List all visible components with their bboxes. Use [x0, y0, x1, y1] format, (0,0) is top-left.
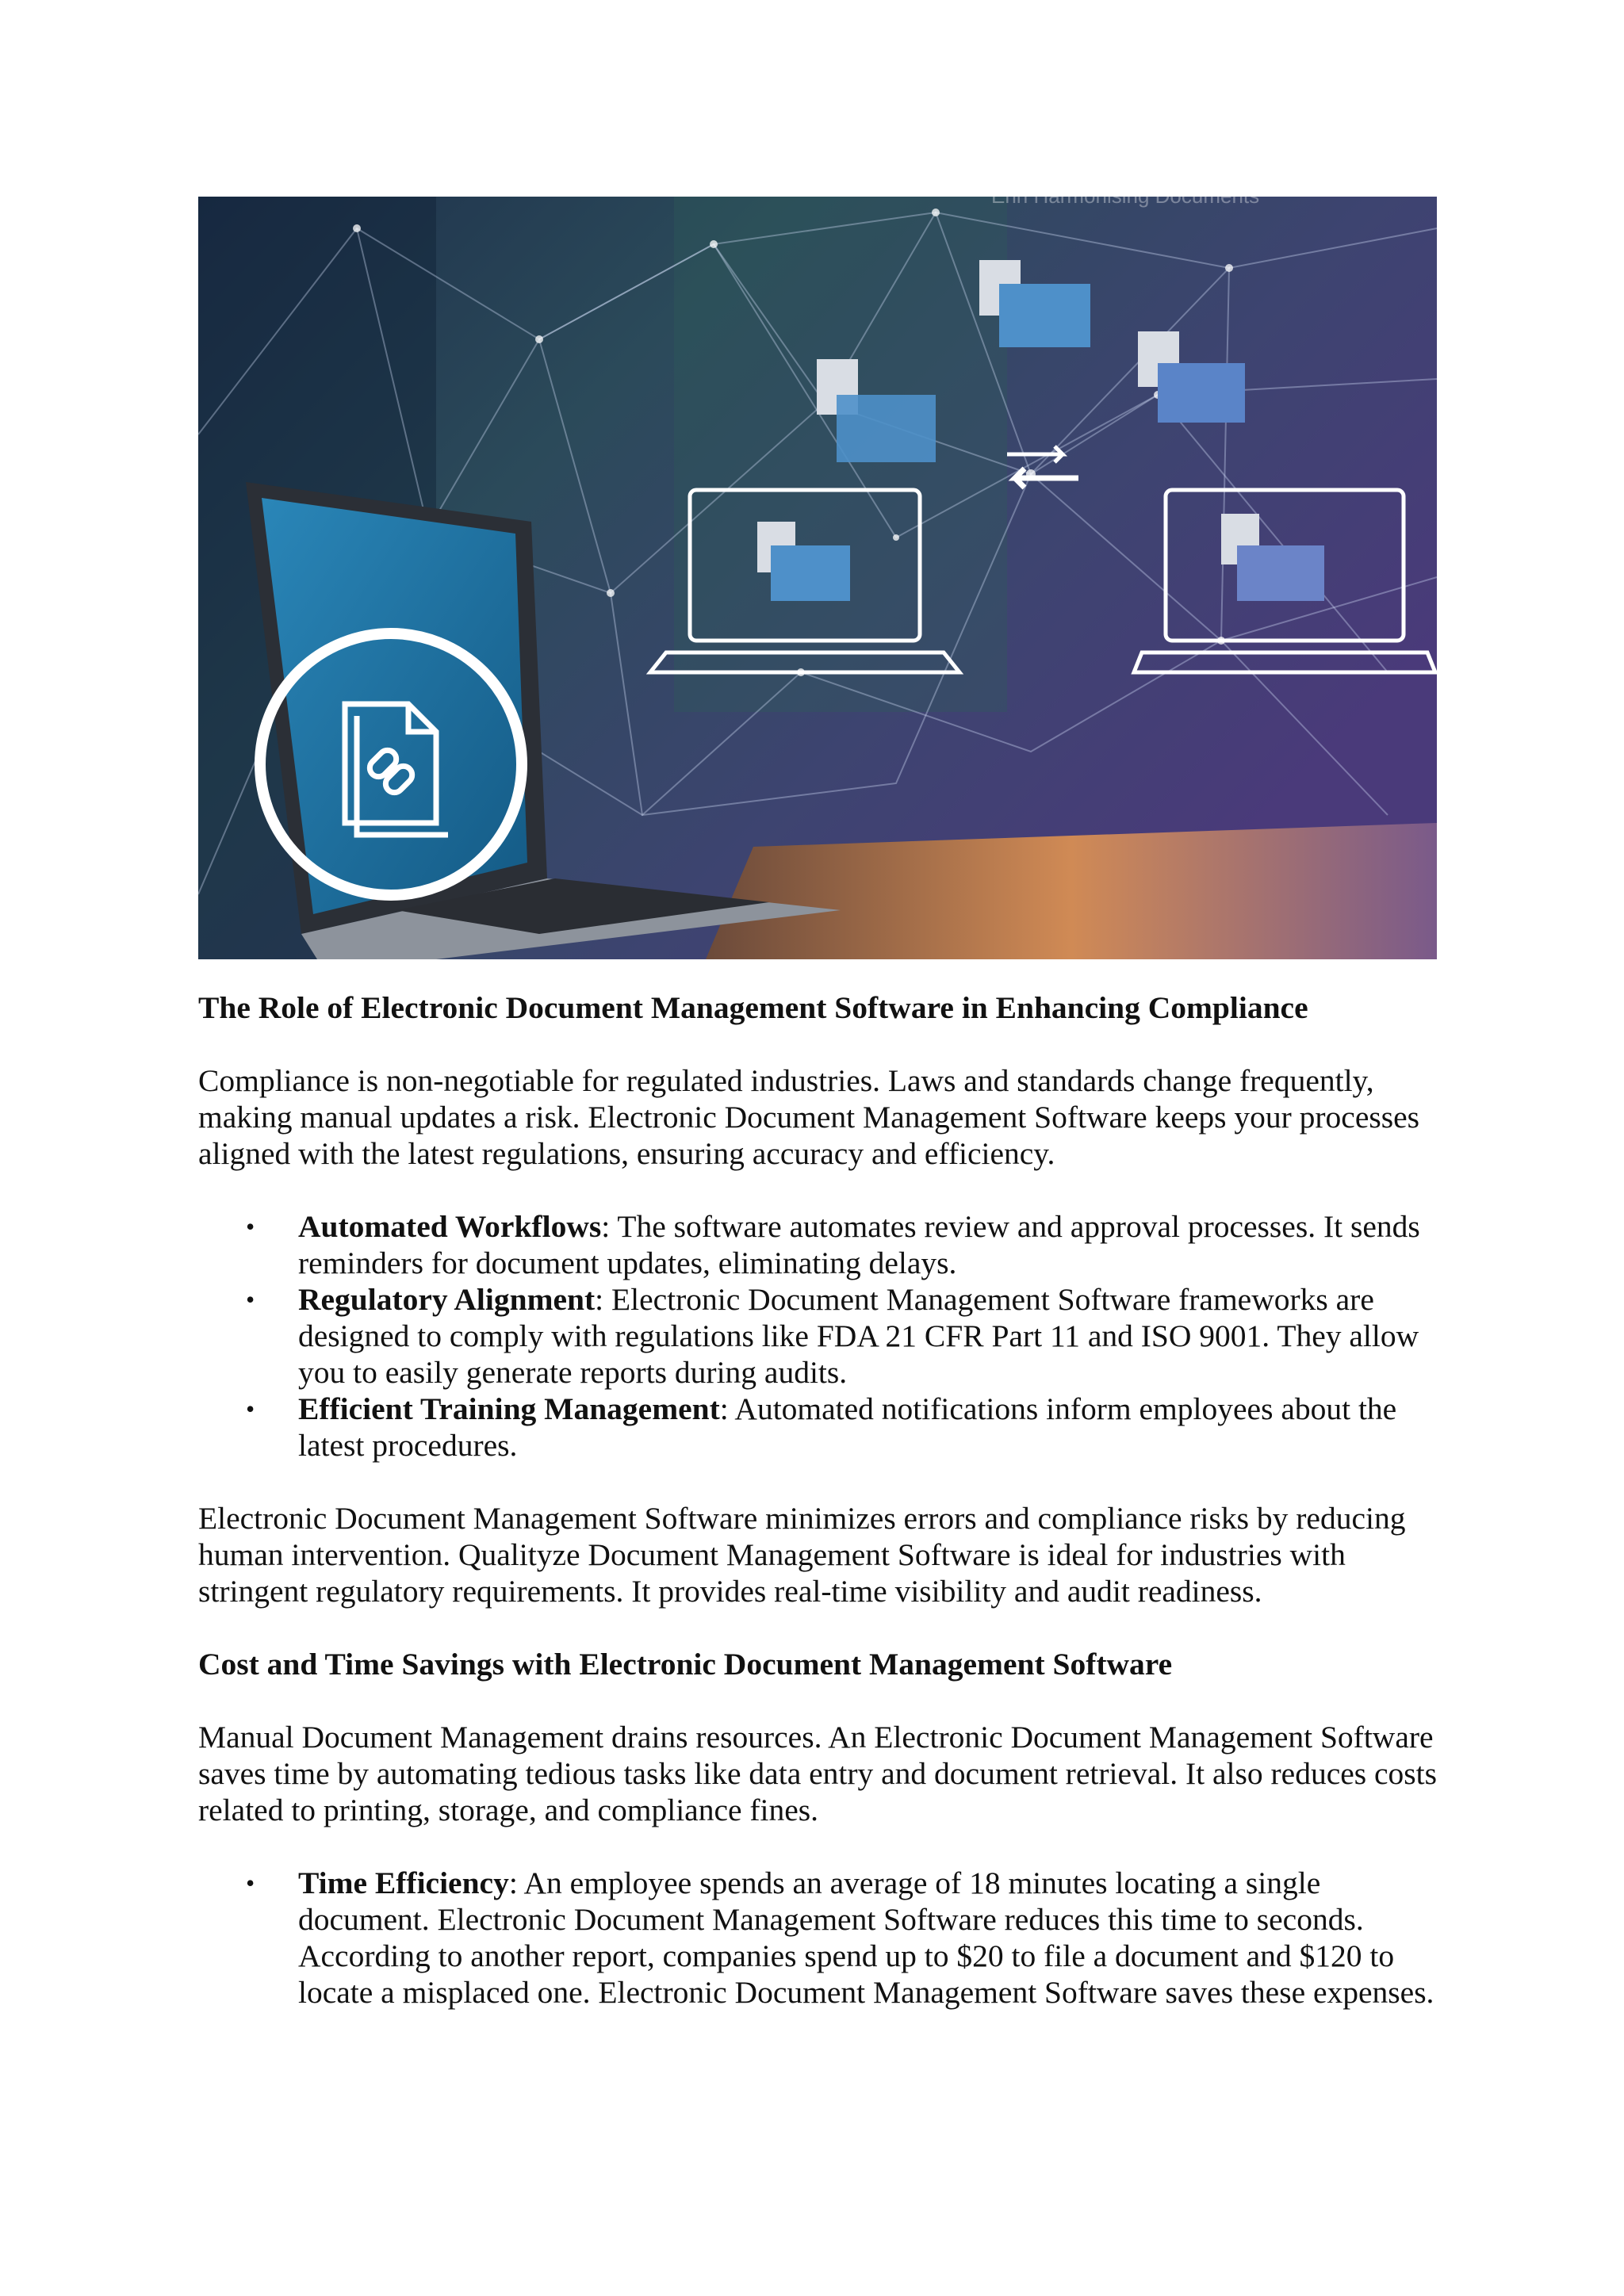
list-item [198, 1391, 1437, 1464]
list-item [198, 1281, 1437, 1391]
hero-illustration [198, 184, 1437, 959]
paragraph-compliance-outro: Electronic Document Management Software minimizes errors and compliance risks by reducing human intervention. Qualityze Document Management Software is ideal for industries with stringent regulatory requirements. It provides real-time visibility and audit readiness. [198, 1501, 1406, 1609]
bullet-icon: • [246, 1869, 255, 1897]
list-item [198, 1208, 1437, 1281]
bullet-list-cost [198, 1865, 1437, 2011]
list-item-text: : Automated notifications inform employees about the latest procedures. [298, 1391, 1397, 1463]
list-item-term: Efficient Training Management [298, 1391, 720, 1426]
list-item [198, 1865, 1437, 2011]
list-item-term: Regulatory Alignment [298, 1282, 596, 1317]
list-item-term: Automated Workflows [298, 1209, 602, 1244]
list-item-text: : The software automates review and approval processes. It sends reminders for document updates, eliminating delays. [298, 1209, 1420, 1280]
section-heading-compliance: The Role of Electronic Document Management Software in Enhancing Compliance [198, 990, 1308, 1025]
bullet-icon: • [246, 1212, 255, 1241]
bullet-list-compliance [198, 1208, 1437, 1464]
section-heading-cost-savings: Cost and Time Savings with Electronic Document Management Software [198, 1647, 1173, 1682]
article-body [198, 989, 1437, 2047]
bullet-icon: • [246, 1285, 255, 1314]
bullet-icon: • [246, 1395, 255, 1423]
list-item-text: : Electronic Document Management Software frameworks are designed to comply with regulations like FDA 21 CFR Part 11 and ISO 9001. They allow you to easily generate reports during audits. [298, 1282, 1419, 1390]
paragraph-cost-intro: Manual Document Management drains resources. An Electronic Document Management Software saves time by automating tedious tasks like data entry and document retrieval. It also reduces costs related to printing, storage, and compliance fines. [198, 1720, 1438, 1827]
hero-image [198, 184, 1437, 959]
paragraph-compliance-intro: Compliance is non-negotiable for regulated industries. Laws and standards change frequently, making manual updates a risk. Electronic Document Management Software keeps your processes aligned with the latest regulations, ensuring accuracy and efficiency. [198, 1063, 1420, 1171]
hero-faded-caption: Enh Harmonising Documents [991, 184, 1260, 208]
list-item-term: Time Efficiency [298, 1866, 509, 1900]
list-item-text: : An employee spends an average of 18 minutes locating a single document. Electronic Document Management Software reduces this time to seconds. According to another report, companies spend up to $20 to file a document and $120 to locate a misplaced one. Electronic Document Management Software saves these expenses. [298, 1866, 1434, 2010]
